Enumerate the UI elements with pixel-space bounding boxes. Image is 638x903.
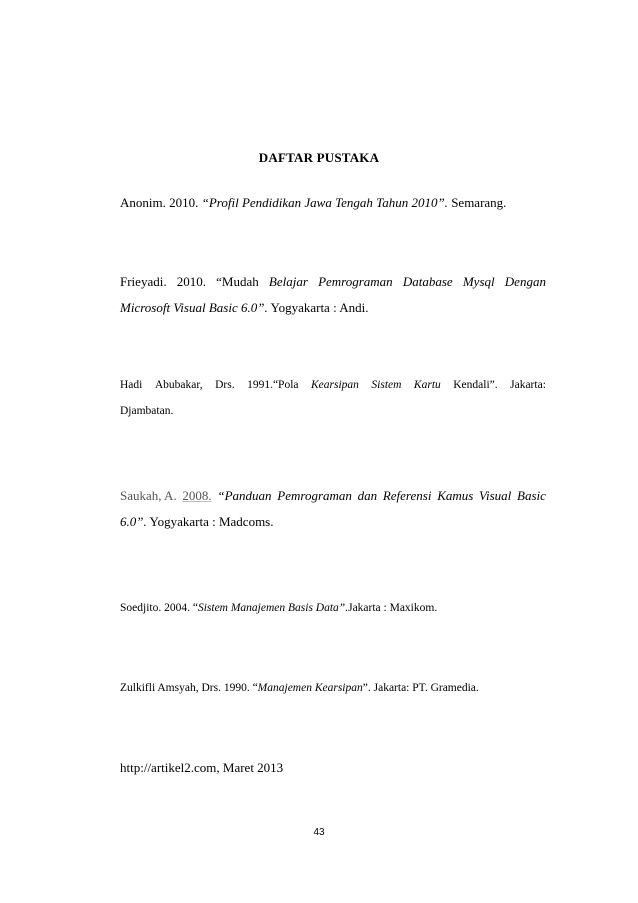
ref-word: dan xyxy=(357,488,378,503)
ref-word: Sistem xyxy=(371,379,402,391)
reference-entry xyxy=(120,372,546,424)
ref-word: “Panduan xyxy=(217,488,272,503)
ref-author: Anonim. 2010. xyxy=(120,195,199,210)
reference-entry xyxy=(120,190,546,216)
ref-word: Dengan xyxy=(504,274,546,289)
ref-word: Kamus xyxy=(437,488,474,503)
ref-work-title: Sistem Manajemen Basis Data”. xyxy=(197,602,349,614)
ref-publisher: Yogyakarta : Madcoms. xyxy=(149,514,274,529)
ref-word: Belajar xyxy=(268,274,308,289)
ref-publisher: Yogyakarta : Andi. xyxy=(270,300,369,315)
ref-word: “Mudah xyxy=(216,274,259,289)
ref-word: Basic xyxy=(517,488,546,503)
ref-word: 1991.“Pola xyxy=(247,379,299,391)
reference-entry xyxy=(120,675,546,701)
ref-year: 2008. xyxy=(182,488,212,503)
ref-word: Visual xyxy=(479,488,512,503)
ref-word: 2010. xyxy=(176,274,206,289)
ref-author: Zulkifli Amsyah, Drs. 1990. “ xyxy=(120,682,258,694)
ref-word: Frieyadi. xyxy=(120,274,167,289)
page-title: DAFTAR PUSTAKA xyxy=(258,150,380,165)
ref-publisher: Djambatan. xyxy=(120,405,174,417)
ref-publisher: Semarang. xyxy=(451,195,507,210)
ref-word: Kendali”. xyxy=(453,379,498,391)
ref-work-title: 6.0”. xyxy=(120,514,147,529)
ref-word: Pemrograman xyxy=(277,488,352,503)
ref-url: http://artikel2.com, Maret 2013 xyxy=(120,760,284,775)
ref-author: Saukah, A. xyxy=(120,488,177,503)
ref-word: Pemrograman xyxy=(318,274,393,289)
ref-publisher: Jakarta : Maxikom. xyxy=(348,602,438,614)
ref-work-title: Microsoft Visual Basic 6.0”. xyxy=(120,300,268,315)
reference-entry xyxy=(120,269,546,321)
ref-word: Jakarta: xyxy=(510,379,546,391)
ref-author: Soedjito. 2004. “ xyxy=(120,602,198,614)
ref-word: Kartu xyxy=(413,379,441,391)
ref-word: Mysql xyxy=(462,274,495,289)
ref-work-title: “Profil Pendidikan Jawa Tengah Tahun 2010”. xyxy=(201,195,448,210)
reference-entry xyxy=(120,755,546,781)
page-number: 43 xyxy=(313,827,325,838)
ref-word: Database xyxy=(402,274,453,289)
ref-word: Drs. xyxy=(215,379,235,391)
ref-word: Hadi xyxy=(120,379,143,391)
ref-word: Abubakar, xyxy=(154,379,203,391)
ref-word: Kearsipan xyxy=(311,379,359,391)
ref-word: Referensi xyxy=(382,488,432,503)
ref-publisher: ”. Jakarta: PT. Gramedia. xyxy=(362,682,479,694)
ref-work-title: Manajemen Kearsipan xyxy=(257,682,363,694)
reference-entry xyxy=(120,595,546,621)
reference-entry xyxy=(120,483,546,535)
